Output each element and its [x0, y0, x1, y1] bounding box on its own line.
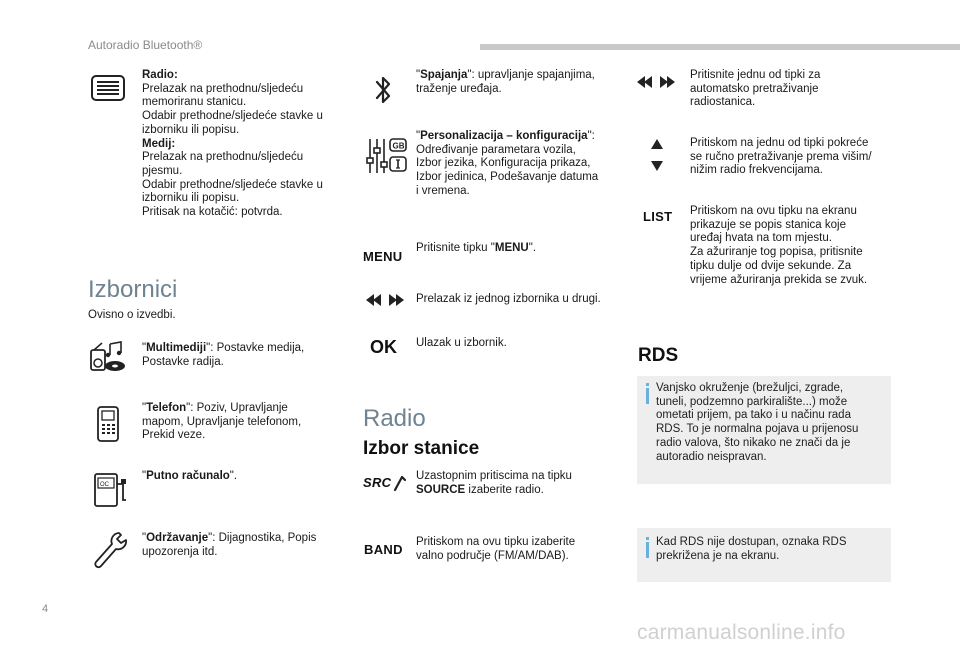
- menu-desc: Pritisnite tipku ": [416, 242, 495, 254]
- phone-description: "Telefon": Poziv, Upravljanje mapom, Upravljanje telefonom, Prekid veze.: [142, 402, 332, 443]
- note1-line: ometati prijem, pa tako i u načinu rada: [656, 409, 851, 422]
- source-desc-end: izaberite radio.: [465, 483, 544, 496]
- trip-desc: .: [233, 470, 238, 482]
- left-right-arrows-icon: [365, 292, 405, 308]
- customisation-desc: :: [591, 130, 595, 142]
- rds-heading: RDS: [638, 345, 679, 366]
- note2-line: Kad RDS nije dostupan, oznaka RDS: [656, 536, 847, 548]
- customisation-line: Izbor jezika, Konfiguracija prikaza,: [416, 157, 591, 170]
- seek-line: radiostanica.: [690, 96, 756, 109]
- menus-heading: Izbornici: [88, 276, 178, 303]
- list-key-icon: LIST: [643, 209, 673, 224]
- band-desc: Pritiskom na ovu tipku izaberite: [416, 536, 576, 548]
- maintenance-desc: : Dijagnostika, Popis: [212, 532, 317, 544]
- menus-intro: Ovisno o izvedbi.: [88, 309, 176, 321]
- trip-computer-icon: [93, 472, 129, 508]
- pairing-description: "Spajanja": upravljanje spajanjima, traženje uređaja.: [416, 69, 616, 96]
- note1-line: autoradio neispravan.: [656, 450, 767, 463]
- maintenance-name: Održavanje: [146, 532, 209, 544]
- phone-desc3: Prekid veze.: [142, 429, 206, 442]
- radio-line: Odabir prethodne/sljedeće stavke u: [142, 110, 323, 123]
- source-key-label: SRC: [363, 475, 392, 490]
- slash-icon: [391, 474, 407, 492]
- wrench-icon: [92, 530, 128, 570]
- media-label: Medij:: [142, 137, 176, 150]
- rds-note-1: [637, 376, 891, 484]
- radio-line: memoriranu stanicu.: [142, 96, 247, 109]
- menu-desc-bold: MENU: [494, 242, 529, 254]
- list-line: tipku dulje od dvije sekunde. Za: [690, 259, 852, 272]
- note1-line: RDS. To je normalna pojava u prijenosu: [656, 423, 859, 436]
- customisation-description: "Personalizacija – konfiguracija": Određivanje parametara vozila, Izbor jezika, Konfiguracija prikaza, Izbor jedinica, Podešavanje datuma i vremena.: [416, 130, 621, 199]
- header-bar: [480, 44, 960, 50]
- customisation-line: Izbor jedinica, Podešavanje datuma: [416, 171, 599, 184]
- maintenance-description: "Održavanje": Dijagnostika, Popis upozorenja itd.: [142, 532, 332, 559]
- source-description: [416, 470, 616, 497]
- band-desc2: valno područje (FM/AM/DAB).: [416, 549, 569, 562]
- seek-line: Pritisnite jednu od tipki za: [690, 69, 821, 81]
- manual-line: se ručno pretraživanje prema višim/: [690, 150, 872, 163]
- nav-description: Prelazak iz jednog izbornika u drugi.: [416, 293, 601, 305]
- menu-desc-end: ".: [528, 242, 537, 254]
- manual-line: nižim radio frekvencijama.: [690, 164, 823, 177]
- manual-line: Pritiskom na jednu od tipki pokreće: [690, 137, 869, 149]
- info-accent-dot: [646, 537, 649, 540]
- radio-label: Radio:: [142, 69, 178, 81]
- multimedia-description: "Multimediji": Postavke medija, Postavke radija.: [142, 342, 332, 369]
- info-accent-bar: [646, 388, 649, 404]
- customisation-name: Personalizacija – konfiguracija: [420, 130, 588, 142]
- ok-key-icon: OK: [370, 337, 397, 357]
- bluetooth-icon: [373, 74, 393, 106]
- list-line: vrijeme ažuriranja prekida se zvuk.: [690, 273, 868, 286]
- source-key-icon: [363, 474, 407, 492]
- station-heading: Izbor stanice: [363, 438, 480, 459]
- customisation-line: i vremena.: [416, 184, 470, 197]
- radio-heading: Radio: [363, 405, 426, 432]
- media-line: pjesmu.: [142, 164, 183, 177]
- radio-media-list-icon: [90, 74, 126, 102]
- pairing-desc: : upravljanje spajanjima,: [471, 69, 595, 81]
- multimedia-name: Multimediji: [146, 342, 207, 354]
- trip-computer-description: "Putno računalo".: [142, 470, 238, 482]
- note1-line: radio valova, što nikako ne znači da je: [656, 436, 851, 449]
- note1-line: Vanjsko okruženje (brežuljci, zgrade,: [656, 382, 844, 394]
- note1-line: tuneli, podzemno parkiralište...) može: [656, 395, 848, 408]
- menu-description: [416, 242, 616, 256]
- radio-line: Prelazak na prethodnu/sljedeću: [142, 82, 304, 95]
- list-line: uređaj hvata na tom mjestu.: [690, 232, 832, 245]
- media-line: Odabir prethodne/sljedeće stavke u: [142, 178, 323, 191]
- svg-text:GB: GB: [392, 141, 405, 151]
- note2-line: prekrižena je na ekranu.: [656, 549, 780, 562]
- seek-line: automatsko pretraživanje: [690, 82, 819, 95]
- list-line: Za ažuriranje tog popisa, pritisnite: [690, 246, 863, 259]
- list-description: [690, 205, 895, 287]
- source-desc-bold: SOURCE: [416, 483, 466, 496]
- phone-icon: [96, 405, 120, 443]
- up-down-arrows-icon: [650, 138, 664, 172]
- rds-note-2: [637, 528, 891, 582]
- media-line: izborniku ili popisu.: [142, 192, 240, 205]
- media-line: Prelazak na prethodnu/sljedeću: [142, 151, 304, 164]
- media-line: Pritisak na kotačić: potvrda.: [142, 206, 283, 219]
- info-accent-dot: [646, 383, 649, 386]
- header-title: Autoradio Bluetooth®: [88, 38, 203, 52]
- list-line: Pritiskom na ovu tipku na ekranu: [690, 205, 857, 217]
- multimedia-desc2: Postavke radija.: [142, 355, 224, 368]
- multimedia-icon: [88, 340, 128, 374]
- radio-line: izborniku ili popisu.: [142, 123, 240, 136]
- phone-desc: : Poziv, Upravljanje: [190, 402, 288, 414]
- source-desc: Uzastopnim pritiscima na tipku: [416, 470, 572, 482]
- multimedia-desc: : Postavke medija,: [210, 342, 305, 354]
- band-key-icon: BAND: [364, 542, 403, 557]
- trip-name: Putno računalo: [146, 470, 230, 482]
- seek-description: [690, 69, 890, 110]
- info-accent-bar: [646, 542, 649, 558]
- band-description: [416, 536, 616, 563]
- customisation-line: Određivanje parametara vozila,: [416, 143, 576, 156]
- page-number: 4: [42, 603, 49, 615]
- maintenance-desc2: upozorenja itd.: [142, 545, 218, 558]
- ok-description: Ulazak u izbornik.: [416, 337, 507, 349]
- seek-arrows-icon: [636, 74, 676, 90]
- watermark: carmanualsonline.info: [637, 621, 846, 644]
- pairing-desc2: traženje uređaja.: [416, 82, 502, 95]
- phone-name: Telefon: [146, 402, 187, 414]
- phone-desc2: mapom, Upravljanje telefonom,: [142, 415, 302, 428]
- radio-media-description: [142, 69, 342, 220]
- pairing-name: Spajanja: [420, 69, 468, 81]
- list-line: prikazuje se popis stanica koje: [690, 218, 846, 231]
- menu-key-icon: MENU: [363, 249, 403, 264]
- svg-text:OC: OC: [100, 482, 109, 488]
- manual-search-description: [690, 137, 895, 178]
- settings-sliders-icon: [365, 136, 409, 176]
